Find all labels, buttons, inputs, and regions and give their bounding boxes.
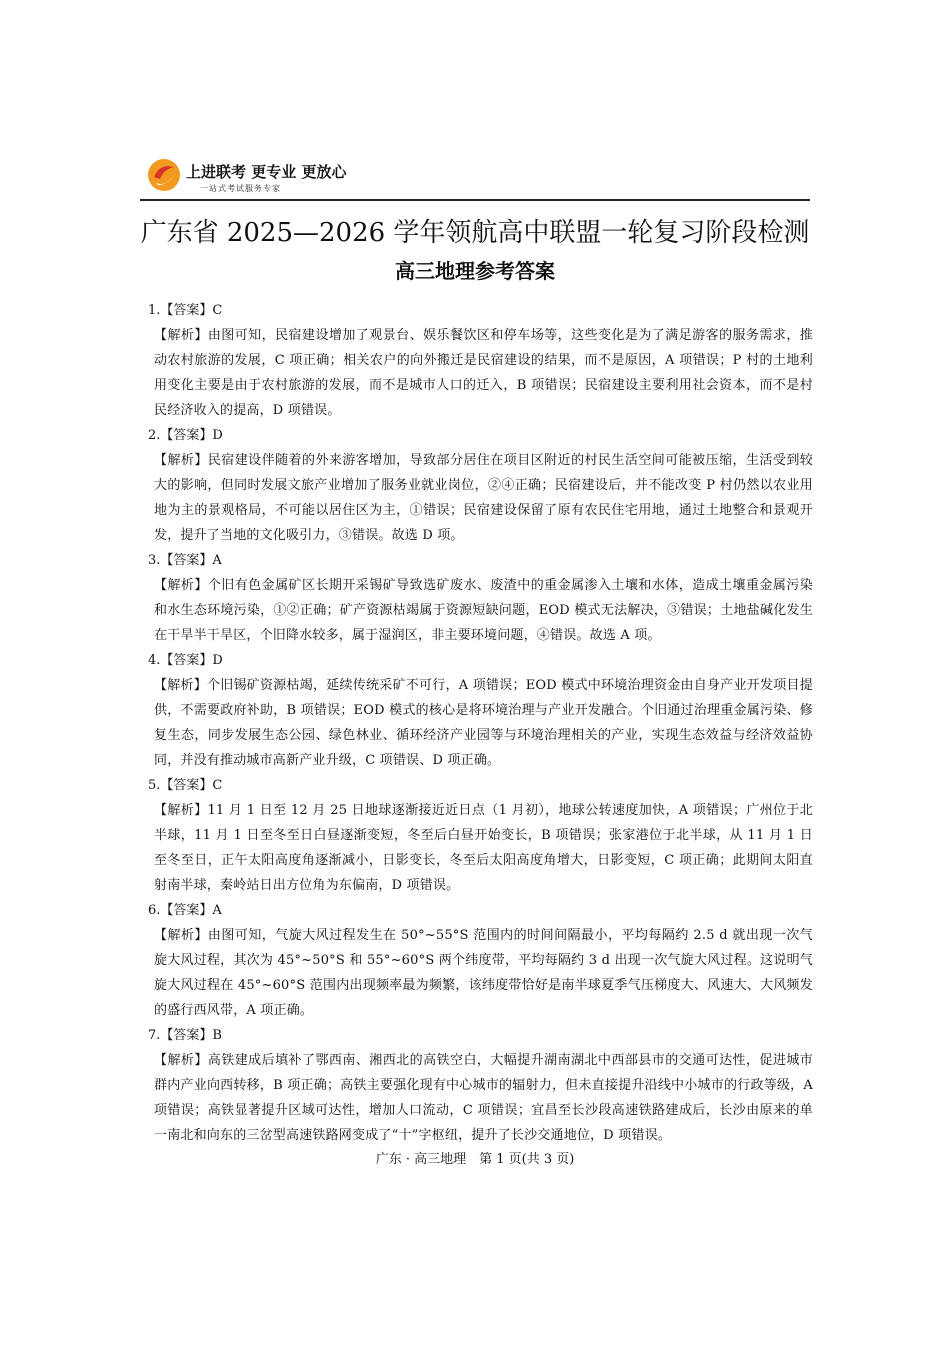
explanation-text: 【解析】11 月 1 日至 12 月 25 日地球逐渐接近近日点（1 月初），地球公转速度加快，A 项错误；广州位于北半球，11 月 1 日至冬至日白昼逐渐变短，冬至后白昼开始变长，B 项错误；张家港位于北半球，从 11 月 1 日至冬至日，正午太阳高度角逐渐减小，日影变长，冬至后太阳高度角增大，日影变短，C 项正确；此期间太阳直射南半球，秦岭站日出方位角为东偏南，D 项错误。 bbox=[154, 803, 813, 893]
question-block-4 bbox=[148, 648, 813, 773]
logo-text: 上进联考 更专业 更放心 bbox=[186, 163, 347, 181]
explanation-text: 【解析】由图可知，民宿建设增加了观景台、娱乐餐饮区和停车场等，这些变化是为了满足游客的服务需求，推动农村旅游的发展，C 项正确；相关农户的向外搬迁是民宿建设的结果，而不是原因，A 项错误；P 村的土地利用变化主要是由于农村旅游的发展，而不是城市人口的迁入，B 项错误；民宿建设主要利用社会资本，而不是村民经济收入的提高，D 项错误。 bbox=[154, 328, 813, 418]
answer-list bbox=[148, 298, 813, 1148]
answer-line: 1.【答案】C bbox=[148, 303, 223, 318]
explanation-text: 【解析】民宿建设伴随着的外来游客增加，导致部分居住在项目区附近的村民生活空间可能被压缩，生活受到较大的影响，但同时发展文旅产业增加了服务业就业岗位，②④正确；民宿建设后，并不能改变 P 村仍然以农业用地为主的景观格局，不可能以居住区为主，①错误；民宿建设保留了原有农民住宅用地，通过土地整合和景观开发，提升了当地的文化吸引力，③错误。故选 D 项。 bbox=[154, 453, 813, 543]
question-block-3 bbox=[148, 548, 813, 648]
question-block-1 bbox=[148, 298, 813, 423]
question-block-2 bbox=[148, 423, 813, 548]
header-divider bbox=[140, 199, 810, 201]
answer-line: 6.【答案】A bbox=[148, 903, 222, 918]
answer-line: 3.【答案】A bbox=[148, 553, 222, 568]
document-subtitle: 高三地理参考答案 bbox=[395, 259, 555, 283]
question-block-5 bbox=[148, 773, 813, 898]
explanation-text: 【解析】由图可知，气旋大风过程发生在 50°~55°S 范围内的时间间隔最小，平均每隔约 2.5 d 就出现一次气旋大风过程，其次为 45°~50°S 和 55°~60°S 两个纬度带，平均每隔约 3 d 出现一次气旋大风过程。这说明气旋大风过程在 45°~60°S 范围内出现频率最为频繁，该纬度带恰好是南半球夏季气压梯度大、风速大、大风频发的盛行西风带，A 项正确。 bbox=[154, 928, 813, 1018]
logo-icon bbox=[146, 157, 182, 193]
question-block-6 bbox=[148, 898, 813, 1023]
answer-line: 5.【答案】C bbox=[148, 778, 223, 793]
page-header bbox=[140, 155, 810, 200]
explanation-text: 【解析】个旧有色金属矿区长期开采锡矿导致选矿废水、废渣中的重金属渗入土壤和水体，造成土壤重金属污染和水生态环境污染，①②正确；矿产资源枯竭属于资源短缺问题，EOD 模式无法解决，③错误；土地盐碱化发生在干旱半干旱区，个旧降水较多，属于湿润区，非主要环境问题，④错误。故选 A 项。 bbox=[154, 578, 813, 643]
page-footer: 广东 · 高三地理 第 1 页(共 3 页) bbox=[375, 1152, 575, 1167]
explanation-text: 【解析】个旧锡矿资源枯竭，延续传统采矿不可行，A 项错误；EOD 模式中环境治理资金由自身产业开发项目提供，不需要政府补助，B 项错误；EOD 模式的核心是将环境治理与产业开发融合。个旧通过治理重金属污染、修复生态，同步发展生态公园、绿色林业、循环经济产业园等与环境治理相关的产业，实现生态效益与经济效益协同，并没有推动城市高新产业升级，C 项错误、D 项正确。 bbox=[154, 678, 813, 768]
question-block-7 bbox=[148, 1023, 813, 1148]
answer-line: 2.【答案】D bbox=[148, 428, 223, 443]
explanation-text: 【解析】高铁建成后填补了鄂西南、湘西北的高铁空白，大幅提升湖南湖北中西部县市的交通可达性，促进城市群内产业向西转移，B 项正确；高铁主要强化现有中心城市的辐射力，但未直接提升沿线中小城市的行政等级，A 项错误；高铁显著提升区域可达性，增加人口流动，C 项错误；宜昌至长沙段高速铁路建成后，长沙由原来的单一南北和向东的三岔型高速铁路网变成了“十”字枢纽，提升了长沙交通地位，D 项错误。 bbox=[154, 1053, 813, 1143]
document-title: 广东省 2025—2026 学年领航高中联盟一轮复习阶段检测 bbox=[140, 218, 810, 248]
answer-line: 4.【答案】D bbox=[148, 653, 223, 668]
answer-line: 7.【答案】B bbox=[148, 1028, 222, 1043]
logo-tagline: 一站式考试服务专家 bbox=[200, 184, 281, 193]
